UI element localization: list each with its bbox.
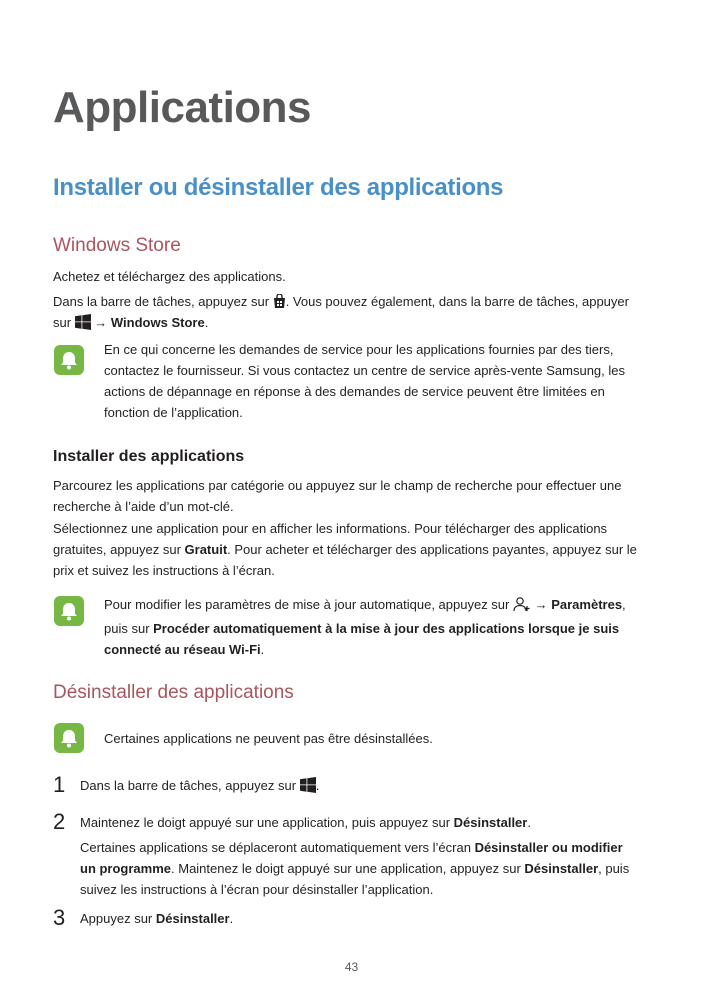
note-bell-icon: [54, 596, 84, 626]
windows-start-icon: [75, 314, 91, 336]
windows-store-intro: Achetez et téléchargez des applications.: [53, 269, 286, 284]
step-number: 2: [53, 809, 66, 834]
step-number: 3: [53, 905, 66, 930]
install-heading: Installer des applications: [53, 448, 245, 465]
install-paragraph-2: Sélectionnez une application pour en afficher les informations. Pour télécharger des applications gratuites, appuyez sur Gratuit. Pour acheter et télécharger des applications payantes, appuyez sur le prix et suivez les instructions à l’écran.: [53, 521, 637, 578]
uninstall-heading: Désinstaller des applications: [53, 682, 294, 703]
windows-store-instruction-line2: sur → Windows Store.: [53, 312, 208, 336]
note-auto-update: Pour modifier les paramètres de mise à jour automatique, appuyez sur → Paramètres, puis sur Procéder automatiquement à la mise à jour des applications lorsque je suis connecté au réseau Wi-Fi.: [104, 597, 626, 657]
windows-store-heading: Windows Store: [53, 235, 181, 256]
step-2-text: Maintenez le doigt appuyé sur une application, puis appuyez sur Désinstaller.: [80, 815, 531, 830]
note-bell-icon: [54, 723, 84, 753]
step-3-text: Appuyez sur Désinstaller.: [80, 911, 234, 926]
note-cannot-uninstall: Certaines applications ne peuvent pas être désinstallées.: [104, 731, 433, 746]
step-number: 1: [53, 772, 66, 797]
step-1-text: Dans la barre de tâches, appuyez sur .: [80, 775, 319, 799]
step-2-detail: Certaines applications se déplaceront automatiquement vers l’écran Désinstaller ou modifier un programme. Maintenez le doigt appuyé sur une application, appuyez sur Désinstaller, puis suivez les instructions à l’écran pour désinstaller l’application.: [80, 840, 630, 897]
note-third-party-service: En ce qui concerne les demandes de service pour les applications fournies par des tiers, contactez le fournisseur. Si vous contactez un centre de service après-vente Samsung, les actions de dépannage en réponse à des demandes de service peuvent être limitées en fonction de l’application.: [104, 342, 625, 420]
account-icon: [513, 596, 531, 618]
install-paragraph-1: Parcourez les applications par catégorie ou appuyez sur le champ de recherche pour effectuer une recherche à l’aide d’un mot-clé.: [53, 478, 622, 514]
windows-start-icon: [300, 777, 316, 799]
note-bell-icon: [54, 345, 84, 375]
windows-store-instruction-line1: Dans la barre de tâches, appuyez sur . Vous pouvez également, dans la barre de tâches, appuyer: [53, 291, 629, 315]
section-title: Installer ou désinstaller des applications: [53, 174, 504, 201]
chapter-title: Applications: [53, 83, 312, 132]
store-bag-icon: [273, 294, 286, 315]
page-number: 43: [344, 960, 359, 974]
